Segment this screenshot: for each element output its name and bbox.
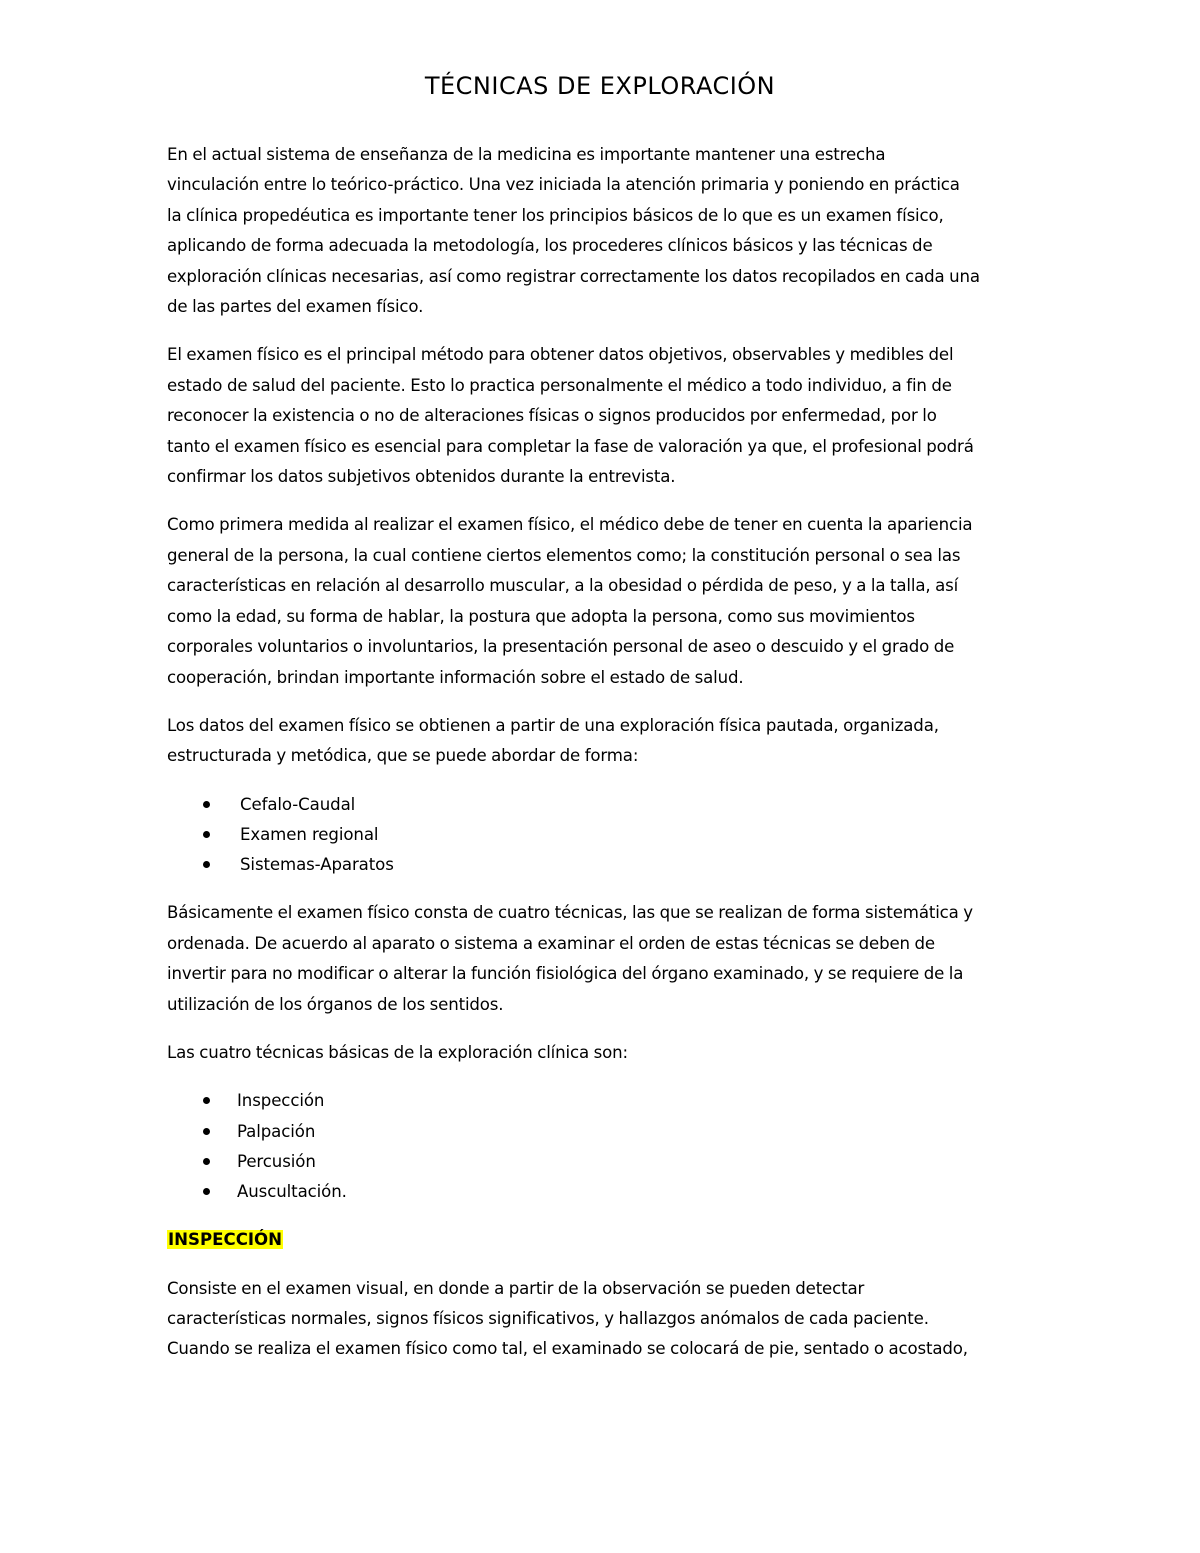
paragraph-line: invertir para no modificar o alterar la función fisiológica del órgano examinado, y se requiere de la bbox=[167, 964, 964, 984]
paragraph-line: Básicamente el examen físico consta de cuatro técnicas, las que se realizan de forma sistemática y bbox=[167, 903, 973, 923]
paragraph-cuatro-tecnicas bbox=[167, 1038, 1047, 1068]
bullet-icon bbox=[203, 801, 210, 808]
paragraph-line: reconocer la existencia o no de alteraciones físicas o signos producidos por enfermedad, por lo bbox=[167, 406, 937, 426]
paragraph-line: corporales voluntarios o involuntarios, la presentación personal de aseo o descuido y el grado de bbox=[167, 637, 955, 657]
list-item-label: Cefalo-Caudal bbox=[240, 794, 356, 814]
bullet-icon bbox=[203, 831, 210, 838]
document-title: TÉCNICAS DE EXPLORACIÓN bbox=[424, 72, 776, 100]
paragraph-tecnicas bbox=[167, 898, 1047, 1020]
list-item-label: Palpación bbox=[237, 1121, 316, 1141]
list-tecnicas-basicas bbox=[167, 1086, 1047, 1207]
paragraph-apariencia bbox=[167, 510, 1047, 692]
paragraph-line: tanto el examen físico es esencial para completar la fase de valoración ya que, el profesional podrá bbox=[167, 436, 974, 456]
paragraph-line: En el actual sistema de enseñanza de la medicina es importante mantener una estrecha bbox=[167, 145, 886, 164]
list-item-label: Sistemas-Aparatos bbox=[240, 855, 394, 875]
list-item-label: Auscultación. bbox=[237, 1181, 347, 1201]
list-formas-exploracion bbox=[167, 790, 1047, 881]
list-item bbox=[167, 850, 1047, 880]
paragraph-datos bbox=[167, 711, 1047, 772]
list-item bbox=[167, 1117, 1047, 1147]
paragraph-line: Los datos del examen físico se obtienen a partir de una exploración física pautada, organizada, bbox=[167, 715, 939, 735]
paragraph-line: Las cuatro técnicas básicas de la exploración clínica son: bbox=[167, 1042, 628, 1062]
paragraph-examen-fisico bbox=[167, 340, 1047, 492]
list-item-label: Inspección bbox=[237, 1091, 325, 1111]
paragraph-line: confirmar los datos subjetivos obtenidos durante la entrevista. bbox=[167, 467, 676, 487]
paragraph-line: características en relación al desarrollo muscular, a la obesidad o pérdida de peso, y a la talla, así bbox=[167, 576, 959, 596]
highlighted-heading-text: INSPECCIÓN bbox=[168, 1230, 283, 1250]
paragraph-line: exploración clínicas necesarias, así como registrar correctamente los datos recopilados en cada una bbox=[167, 266, 980, 286]
paragraph-line: características normales, signos físicos significativos, y hallazgos anómalos de cada paciente. bbox=[167, 1308, 929, 1328]
list-item bbox=[167, 1086, 1047, 1116]
paragraph-line: Como primera medida al realizar el examen físico, el médico debe de tener en cuenta la apariencia bbox=[167, 515, 973, 535]
paragraph-intro bbox=[167, 140, 1047, 322]
list-item bbox=[167, 790, 1047, 820]
paragraph-line: estado de salud del paciente. Esto lo practica personalmente el médico a todo individuo, a fin de bbox=[167, 375, 952, 395]
paragraph-line: vinculación entre lo teórico-práctico. Una vez iniciada la atención primaria y poniendo en práctica bbox=[167, 175, 960, 195]
bullet-icon bbox=[203, 1097, 210, 1104]
paragraph-line: utilización de los órganos de los sentidos. bbox=[167, 994, 504, 1014]
paragraph-line: El examen físico es el principal método para obtener datos objetivos, observables y medibles del bbox=[167, 345, 954, 365]
paragraph-line: aplicando de forma adecuada la metodología, los procederes clínicos básicos y las técnicas de bbox=[167, 236, 933, 256]
paragraph-line: cooperación, brindan importante información sobre el estado de salud. bbox=[167, 667, 744, 687]
list-item-label: Examen regional bbox=[240, 824, 379, 844]
paragraph-inspeccion bbox=[167, 1274, 1047, 1365]
paragraph-line: Cuando se realiza el examen físico como tal, el examinado se colocará de pie, sentado o acostado, bbox=[167, 1339, 968, 1359]
paragraph-line: ordenada. De acuerdo al aparato o sistema a examinar el orden de estas técnicas se deben de bbox=[167, 933, 935, 953]
paragraph-line: Consiste en el examen visual, en donde a partir de la observación se pueden detectar bbox=[167, 1278, 865, 1298]
list-item-label: Percusión bbox=[237, 1151, 316, 1171]
list-item bbox=[167, 1177, 1047, 1207]
list-item bbox=[167, 1147, 1047, 1177]
paragraph-line: la clínica propedéutica es importante tener los principios básicos de lo que es un examen físico, bbox=[167, 205, 944, 225]
paragraph-line: como la edad, su forma de hablar, la postura que adopta la persona, como sus movimientos bbox=[167, 606, 915, 626]
paragraph-line: de las partes del examen físico. bbox=[167, 297, 424, 317]
paragraph-line: general de la persona, la cual contiene ciertos elementos como; la constitución personal o sea las bbox=[167, 545, 961, 565]
document-body bbox=[167, 140, 1047, 1383]
bullet-icon bbox=[203, 1158, 210, 1165]
bullet-icon bbox=[203, 1188, 210, 1195]
paragraph-line: estructurada y metódica, que se puede abordar de forma: bbox=[167, 746, 639, 766]
bullet-icon bbox=[203, 861, 210, 868]
list-item bbox=[167, 820, 1047, 850]
bullet-icon bbox=[203, 1128, 210, 1135]
section-heading-inspeccion bbox=[167, 1225, 1047, 1255]
